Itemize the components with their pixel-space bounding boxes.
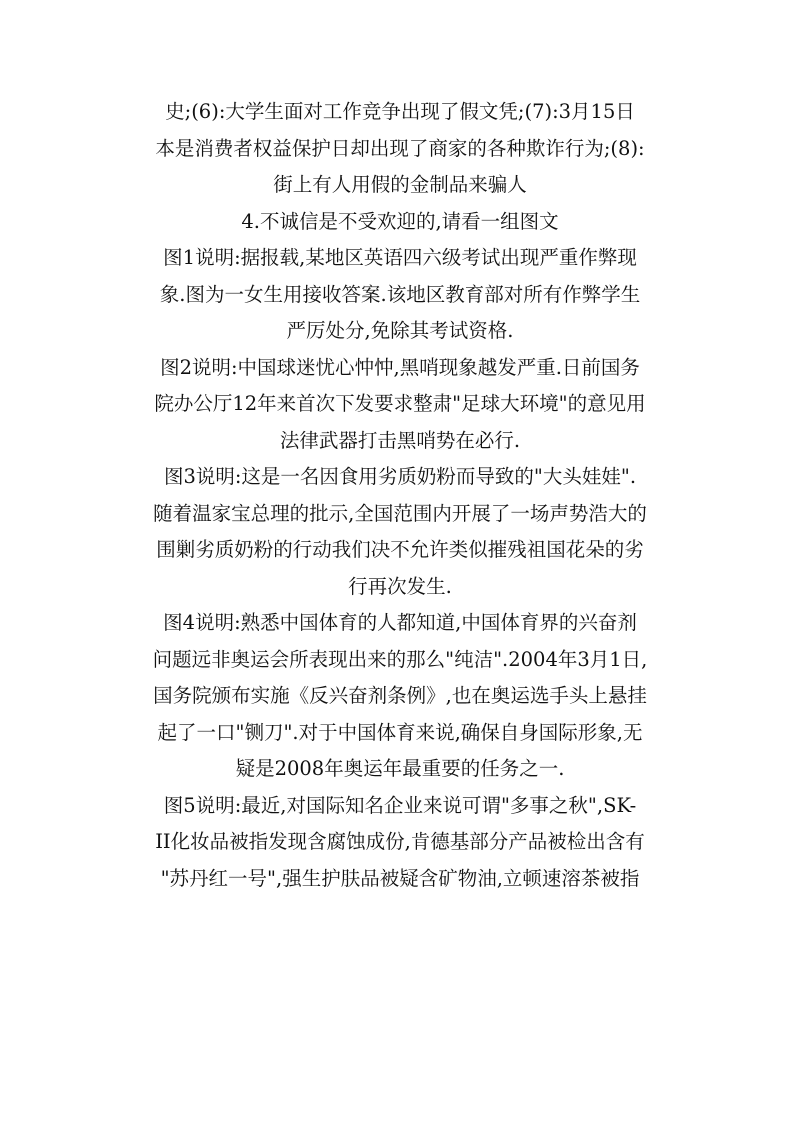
- figure-2-caption-line-3: 法律武器打击黑哨势在必行.: [279, 428, 521, 452]
- figure-5-caption-line-1: 图5说明:最近,对国际知名企业来说可谓"多事之秋",SK-: [163, 793, 637, 817]
- figure-4-caption-line-1: 图4说明:熟悉中国体育的人都知道,中国体育界的兴奋剂: [163, 611, 637, 634]
- figure-3-caption-line-3: 围剿劣质奶粉的行动我们决不允许类似摧残祖国花朵的劣: [156, 538, 644, 561]
- figure-4-caption-line-4: 起了一口"铡刀".对于中国体育来说,确保自身国际形象,无: [157, 720, 643, 744]
- figure-2-caption-line-1: 图2说明:中国球迷忧心忡忡,黑哨现象越发严重.日前国务: [160, 355, 640, 379]
- figure-5-caption-line-3: "苏丹红一号",强生护肤品被疑含矿物油,立顿速溶茶被指: [160, 866, 640, 890]
- figure-3-caption-line-2: 随着温家宝总理的批示,全国范围内开展了一场声势浩大的: [153, 501, 647, 525]
- body-text: [120, 94, 680, 897]
- figure-1-caption-line-3: 严厉处分,免除其考试资格.: [286, 319, 514, 342]
- figure-3-caption-line-1: 图3说明:这是一名因食用劣质奶粉而导致的"大头娃娃".: [163, 465, 637, 488]
- figure-4-caption-line-5: 疑是2008年奥运年最重要的任务之一.: [235, 757, 565, 780]
- figure-4-caption-line-2: 问题远非奥运会所表现出来的那么"纯洁".2004年3月1日,: [152, 647, 648, 671]
- figure-1-caption-line-1: 图1说明:据报载,某地区英语四六级考试出现严重作弊现: [163, 246, 637, 269]
- figure-3-caption-line-4: 行再次发生.: [348, 574, 452, 598]
- text-line-2: 本是消费者权益保护日却出现了商家的各种欺诈行为;(8):: [155, 136, 645, 160]
- figure-4-caption-line-3: 国务院颁布实施《反兴奋剂条例》,也在奥运选手头上悬挂: [153, 684, 647, 707]
- text-line-1: 史;(6):大学生面对工作竞争出现了假文凭;(7):3月15日: [165, 100, 635, 123]
- text-line-3: 街上有人用假的金制品来骗人: [273, 173, 527, 196]
- section-heading: 4.不诚信是不受欢迎的,请看一组图文: [241, 209, 559, 233]
- figure-1-caption-line-2: 象.图为一女生用接收答案.该地区教育部对所有作弊学生: [159, 282, 641, 306]
- figure-2-caption-line-2: 院办公厅12年来首次下发要求整肃"足球大环境"的意见用: [154, 392, 646, 415]
- figure-5-caption-line-2: II化妆品被指发现含腐蚀成份,肯德基部分产品被检出含有: [155, 830, 645, 853]
